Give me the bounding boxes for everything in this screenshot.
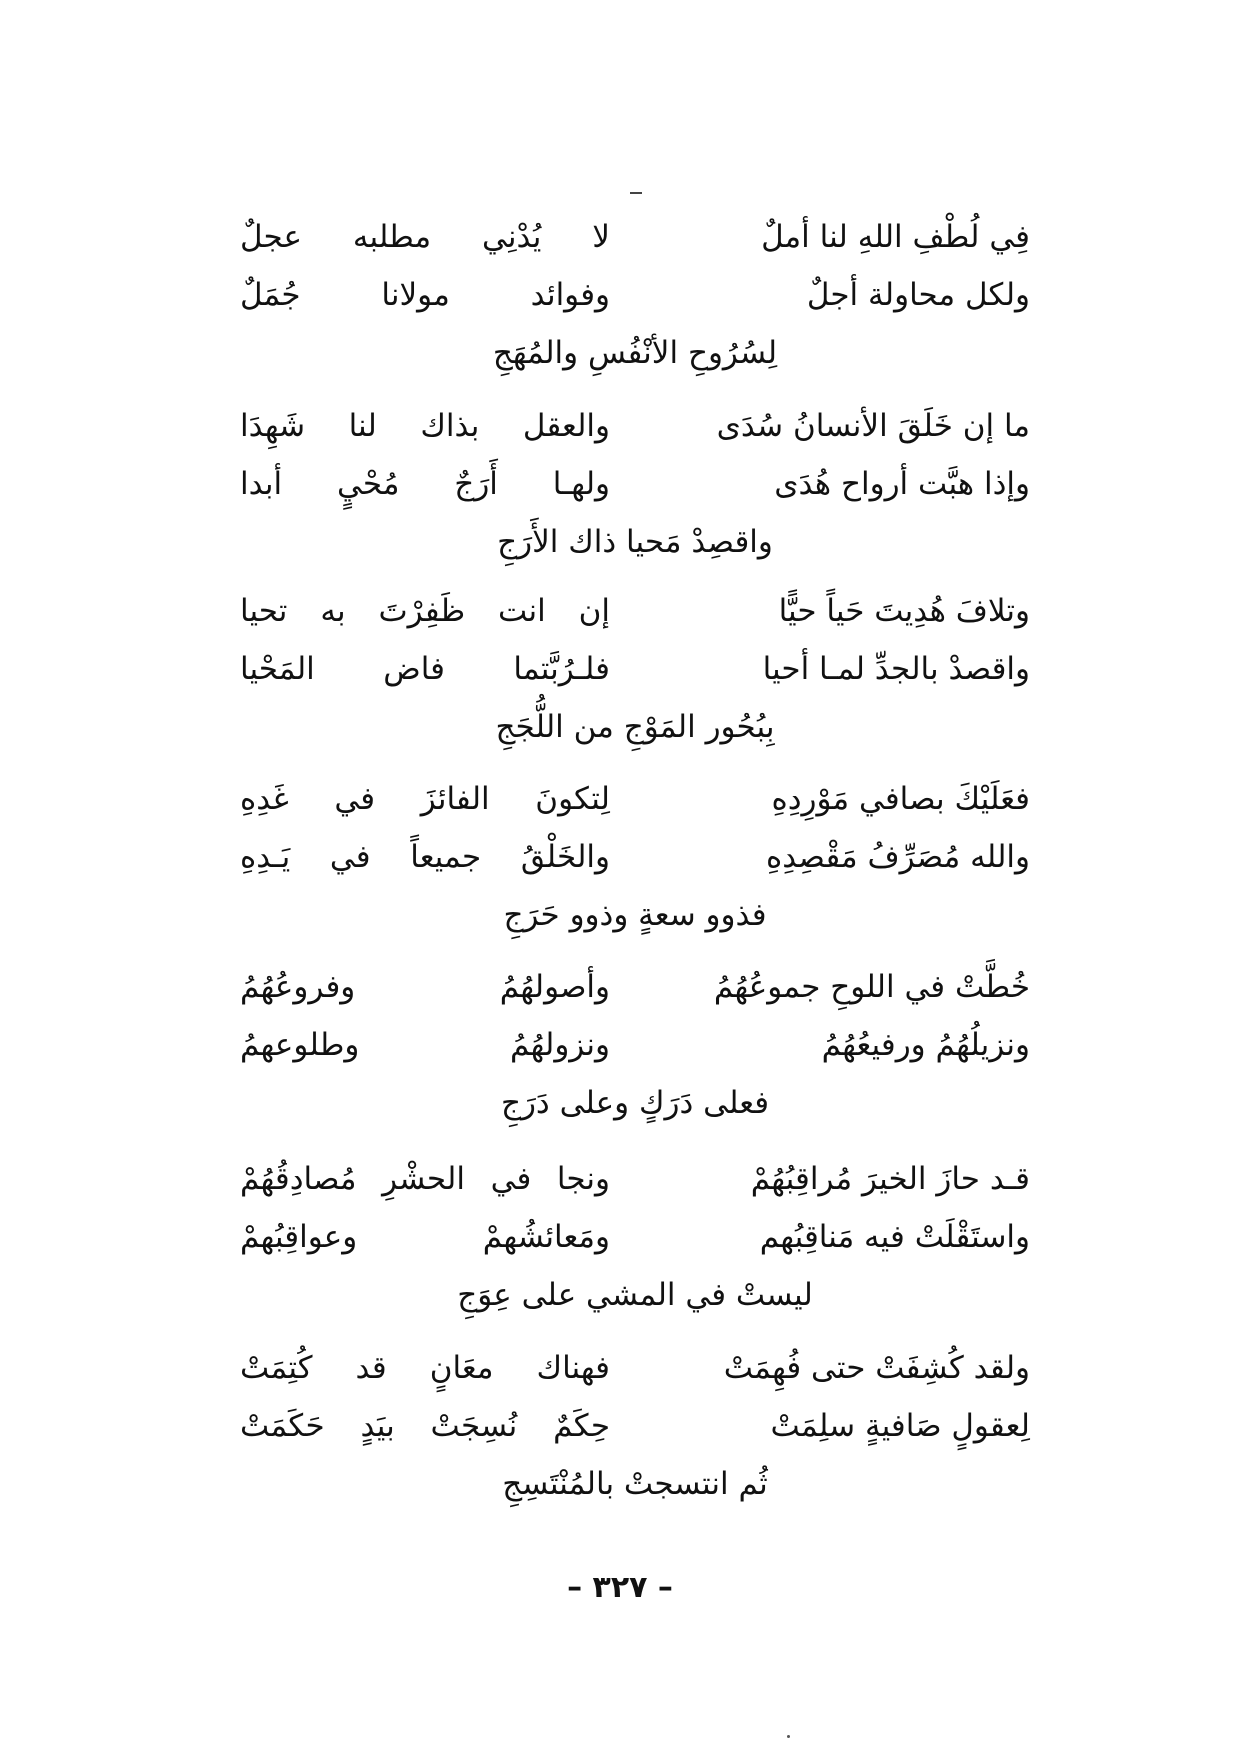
first-hemistich: فعَلَيْكَ بصافي مَوْرِدِهِ — [771, 780, 1030, 817]
first-hemistich: واقصدْ بالجدِّ لمـا أحيا — [762, 650, 1030, 687]
first-hemistich: والله مُصَرِّفُ مَقْصِدِهِ — [765, 838, 1030, 875]
page-number: – ٣٢٧ – — [567, 1570, 673, 1605]
refrain-line: فذوو سعةٍ وذوو حَرَجِ — [503, 897, 767, 933]
refrain-line: ثُم انتسجتْ بالمُنْتَسِجِ — [502, 1466, 768, 1502]
verse-line — [240, 958, 1030, 1016]
first-hemistich: فِي لُطْفِ اللهِ لنا أملٌ — [761, 218, 1030, 255]
stanza — [240, 397, 1030, 571]
second-hemistich: لا يُدْنِي مطلبه عجلٌ — [240, 218, 610, 255]
second-hemistich: وأصولهُمُ وفروعُهُمُ — [240, 968, 610, 1005]
stanza — [240, 1339, 1030, 1513]
first-hemistich: وتلافَ هُدِيتَ حَياً حيًّا — [778, 592, 1030, 629]
first-hemistich: ولكل محاولة أجلٌ — [806, 276, 1030, 313]
second-hemistich: ولهـا أَرَجٌ مُحْيٍ أبدا — [240, 465, 610, 502]
refrain-line: لِسُرُوحِ الأنْفُسِ والمُهَجِ — [492, 335, 778, 371]
second-hemistich: والخَلْقُ جميعاً في يَـدِهِ — [240, 838, 610, 875]
bottom-dot — [787, 1735, 790, 1738]
second-hemistich: فهناك معَانٍ قد كُتِمَتْ — [240, 1349, 610, 1386]
second-hemistich: وفوائد مولانا جُمَلٌ — [240, 276, 610, 313]
stanza — [240, 582, 1030, 756]
second-hemistich: ونزولهُمُ وطلوعهمُ — [240, 1026, 610, 1063]
verse-line — [240, 397, 1030, 455]
first-hemistich: ونزيلُهُمُ ورفيعُهُمُ — [821, 1026, 1030, 1063]
refrain-line: فعلى دَرَكٍ وعلى دَرَجِ — [500, 1085, 770, 1121]
stanza — [240, 770, 1030, 944]
verse-line — [240, 582, 1030, 640]
first-hemistich: ما إن خَلَقَ الأنسانُ سُدَى — [716, 407, 1030, 444]
second-hemistich: والعقل بذاك لنا شَهِدَا — [240, 407, 610, 444]
verse-line — [240, 640, 1030, 698]
second-hemistich: فلـرُبَّتما فاض المَحْيا — [240, 650, 610, 687]
second-hemistich: حِكَمٌ نُسِجَتْ بيَدٍ حَكَمَتْ — [240, 1407, 610, 1444]
refrain-line: ليستْ في المشي على عِوَجِ — [457, 1277, 813, 1313]
refrain-line: واقصِدْ مَحيا ذاك الأَرَجِ — [497, 524, 773, 560]
verse-line — [240, 770, 1030, 828]
verse-line — [240, 1016, 1030, 1074]
first-hemistich: لِعقولٍ صَافيةٍ سلِمَتْ — [770, 1407, 1030, 1444]
stanza — [240, 208, 1030, 382]
verse-line — [240, 1150, 1030, 1208]
verse-line — [240, 266, 1030, 324]
first-hemistich: ولقد كُشِفَتْ حتى فُهِمَتْ — [723, 1349, 1030, 1386]
first-hemistich: خُطَّتْ في اللوحِ جموعُهُمُ — [713, 968, 1030, 1005]
second-hemistich: ونجا في الحشْرِ مُصادِقُهُمْ — [240, 1160, 610, 1197]
first-hemistich: وإذا هبَّت أرواح هُدَى — [774, 465, 1030, 502]
verse-line — [240, 1339, 1030, 1397]
refrain-line: بِبُحُور المَوْجِ من اللُّجَجِ — [495, 709, 775, 745]
second-hemistich: لِتكونَ الفائزَ في غَدِهِ — [240, 780, 610, 817]
verse-line — [240, 455, 1030, 513]
verse-line — [240, 1208, 1030, 1266]
verse-line — [240, 1397, 1030, 1455]
second-hemistich: ومَعائشُهمْ وعواقِبُهمْ — [240, 1218, 610, 1255]
verse-line — [240, 208, 1030, 266]
second-hemistich: إن انت ظَفِرْتَ به تحيا — [240, 592, 610, 629]
first-hemistich: واستَقْلَتْ فيه مَناقِبُهم — [759, 1218, 1030, 1255]
first-hemistich: قـد حازَ الخيرَ مُراقِبُهُمْ — [750, 1160, 1030, 1197]
stanza — [240, 958, 1030, 1132]
verse-line — [240, 828, 1030, 886]
top-mark — [630, 192, 642, 194]
stanza — [240, 1150, 1030, 1324]
